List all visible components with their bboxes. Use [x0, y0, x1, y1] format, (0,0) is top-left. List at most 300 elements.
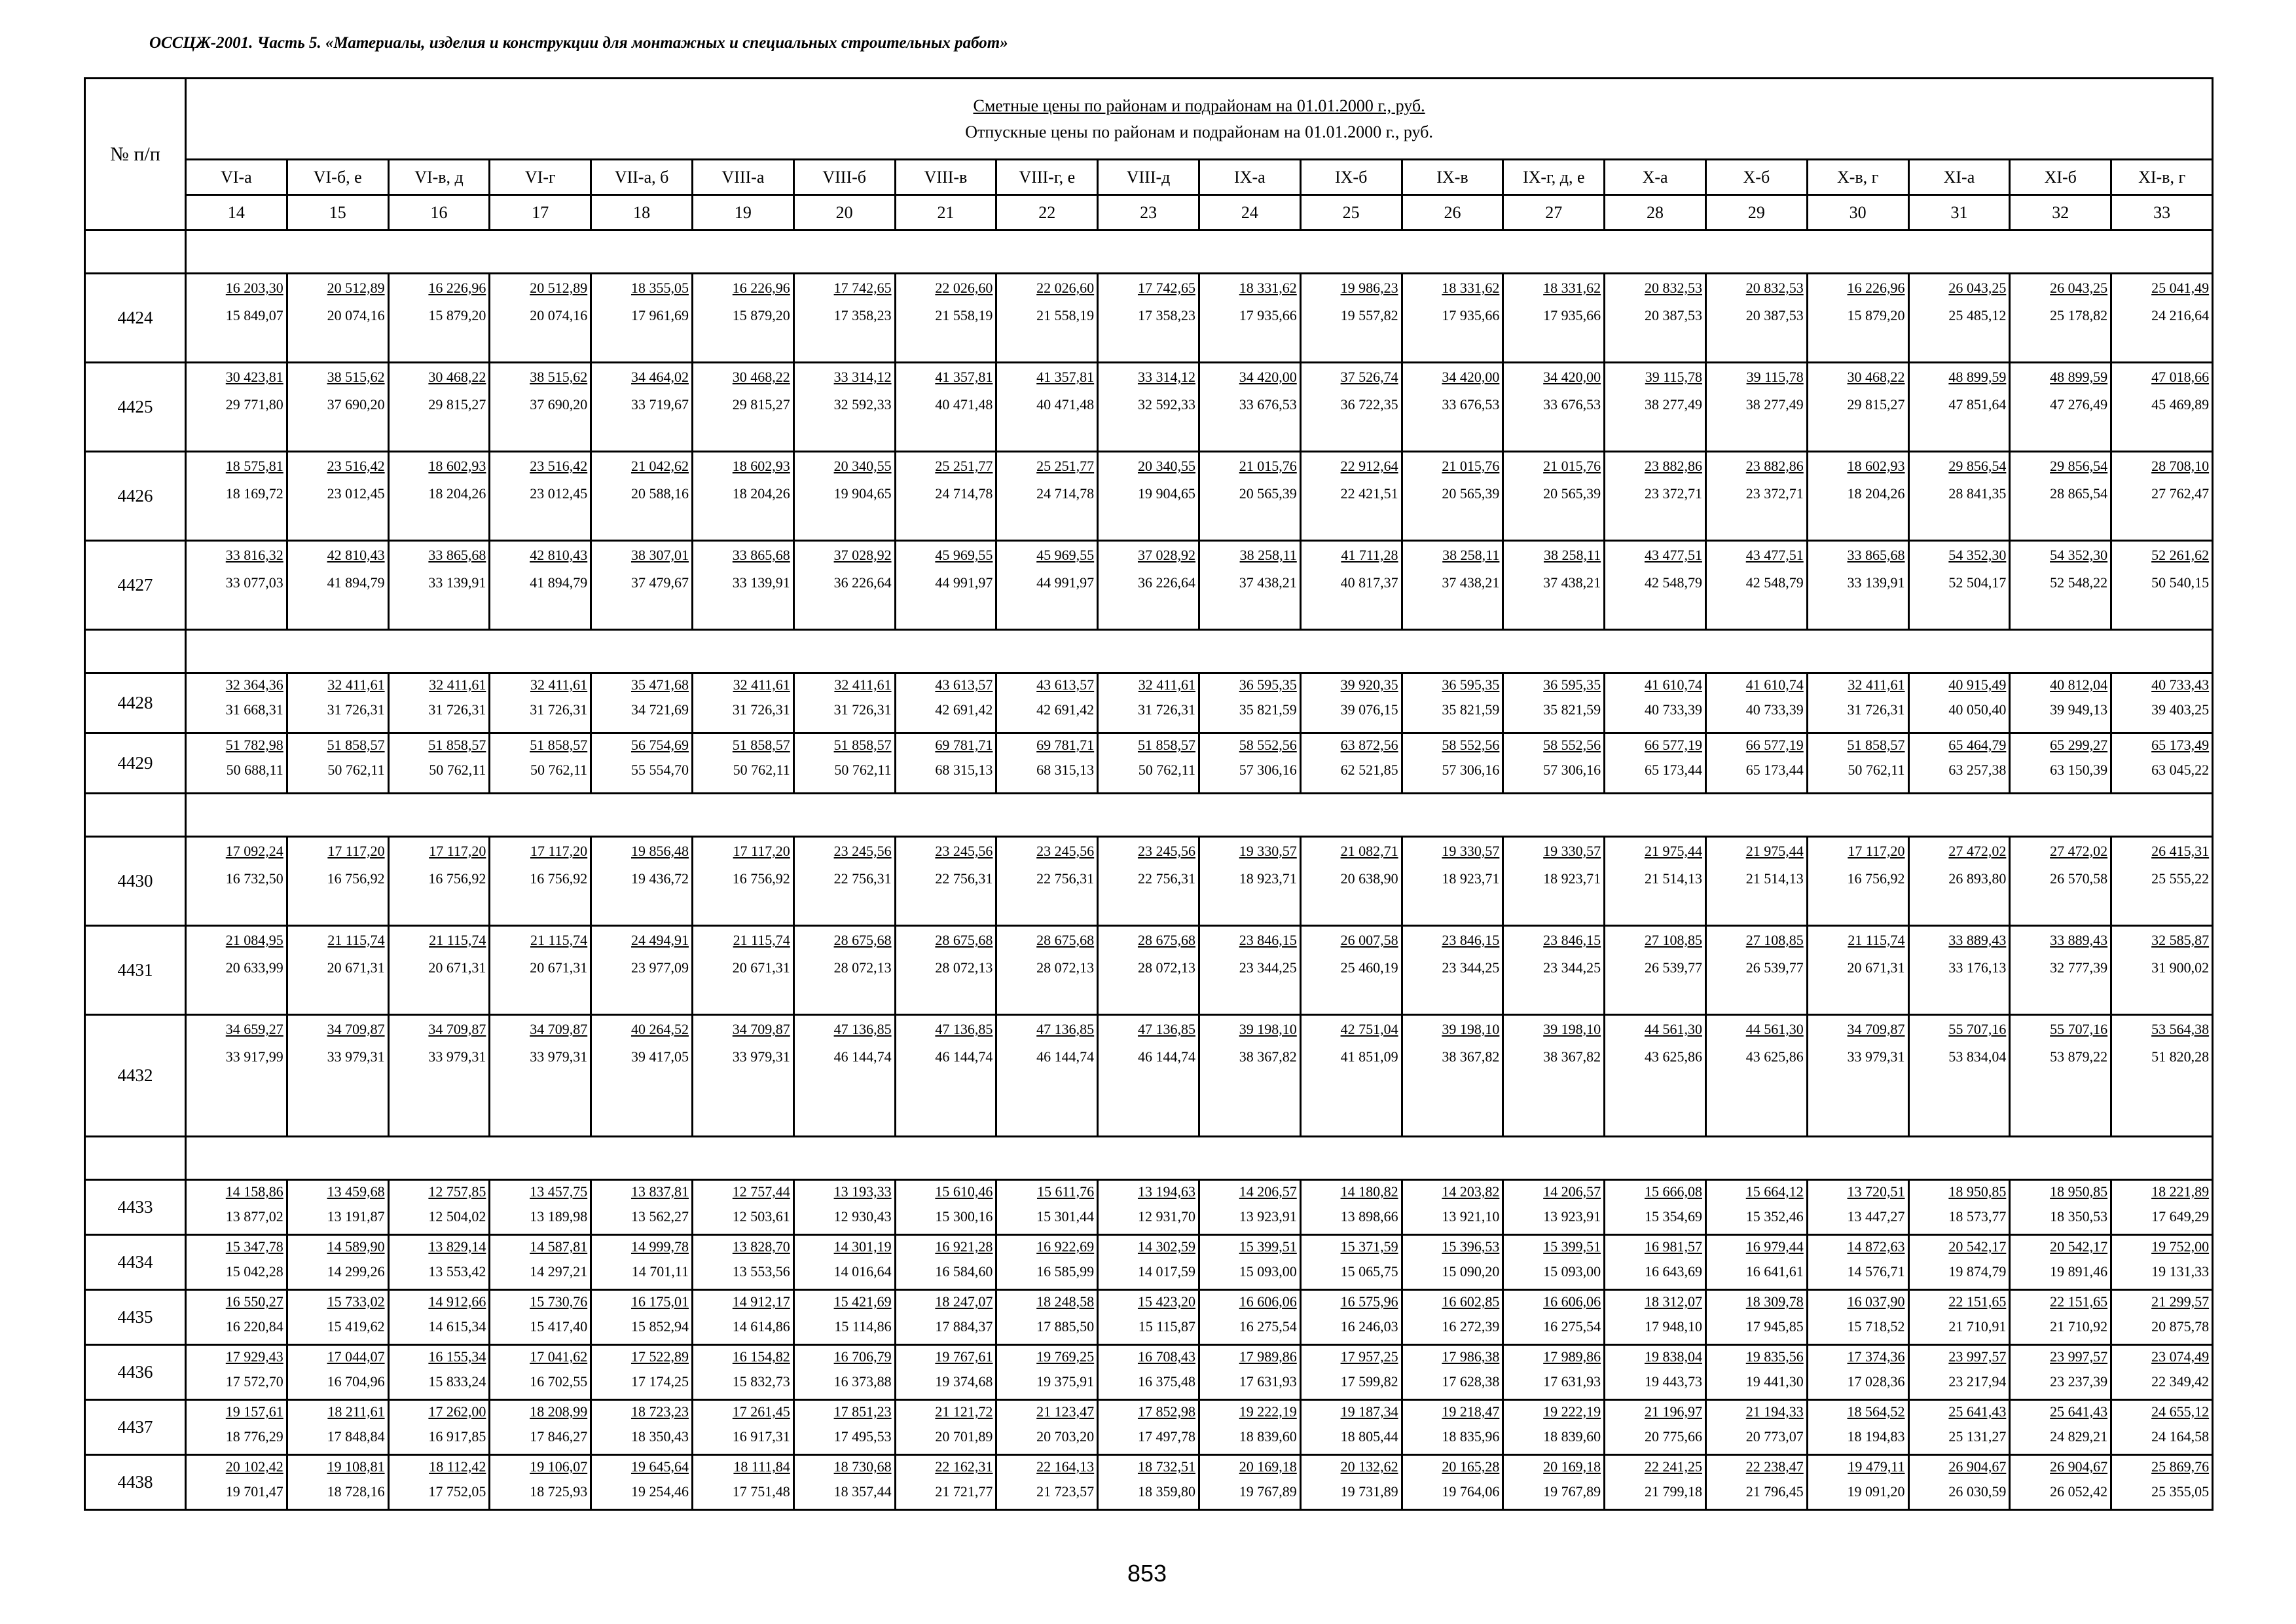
price-cell [996, 837, 1098, 926]
price-cell [1098, 1180, 1199, 1235]
release-price: 13 562,27 [630, 1208, 689, 1225]
estimated-price: 22 151,65 [1948, 1293, 2007, 1310]
estimated-price: 15 399,51 [1239, 1238, 1297, 1255]
estimated-price: 21 299,57 [2151, 1293, 2210, 1310]
release-price: 44 991,97 [935, 574, 993, 591]
release-price: 42 548,79 [1644, 574, 1702, 591]
release-price: 17 495,53 [833, 1428, 892, 1445]
release-price: 50 762,11 [1848, 762, 1905, 778]
price-cell [1199, 1345, 1300, 1400]
price-cell [1402, 363, 1503, 452]
estimated-price: 32 411,61 [733, 676, 790, 693]
release-price: 15 115,87 [1138, 1318, 1195, 1335]
release-price: 50 762,11 [327, 762, 385, 778]
estimated-price: 29 856,54 [1948, 458, 2007, 474]
row-number: 4430 [85, 837, 186, 926]
release-price: 20 074,16 [327, 307, 385, 323]
price-cell [895, 733, 996, 794]
estimated-price: 43 613,57 [1036, 676, 1095, 693]
price-cell [1098, 1455, 1199, 1510]
estimated-price: 16 155,34 [428, 1348, 486, 1365]
price-cell [591, 926, 693, 1015]
price-cell [1300, 926, 1402, 1015]
estimated-price: 18 331,62 [1543, 280, 1601, 296]
release-price: 35 821,59 [1543, 701, 1601, 718]
estimated-price: 51 858,57 [1137, 737, 1195, 753]
price-cell [2111, 452, 2213, 541]
price-cell [388, 274, 490, 363]
separator-cell [85, 794, 186, 837]
release-price: 33 139,91 [1847, 574, 1905, 591]
estimated-price: 20 542,17 [1948, 1238, 2007, 1255]
estimated-price: 15 371,59 [1340, 1238, 1398, 1255]
release-price: 47 276,49 [2050, 396, 2108, 413]
estimated-price: 16 575,96 [1340, 1293, 1398, 1310]
separator-cell [85, 630, 186, 673]
release-price: 36 722,35 [1340, 396, 1398, 413]
column-number: 30 [1807, 195, 1908, 231]
estimated-price: 51 858,57 [327, 737, 385, 753]
estimated-price: 13 193,33 [833, 1183, 892, 1200]
estimated-price: 33 889,43 [2050, 932, 2108, 948]
release-price: 23 012,45 [530, 485, 588, 502]
price-cell [996, 1180, 1098, 1235]
region-header: XI-в, г [2111, 160, 2213, 195]
release-price: 14 576,71 [1847, 1263, 1905, 1280]
release-price: 13 189,98 [530, 1208, 588, 1225]
region-header: XI-б [2010, 160, 2111, 195]
estimated-price: 40 812,04 [2050, 676, 2108, 693]
release-price: 19 874,79 [1948, 1263, 2007, 1280]
table-row [85, 1180, 2213, 1235]
estimated-price: 22 026,60 [935, 280, 993, 296]
price-cell [287, 541, 388, 630]
price-cell [895, 1345, 996, 1400]
release-price: 42 691,42 [935, 701, 993, 718]
price-cell [490, 452, 591, 541]
release-price: 57 306,16 [1442, 762, 1500, 778]
release-price: 19 375,91 [1036, 1373, 1095, 1390]
price-cell [388, 363, 490, 452]
price-cell [388, 926, 490, 1015]
price-cell [287, 1345, 388, 1400]
price-cell [895, 1015, 996, 1137]
release-price: 20 387,53 [1745, 307, 1804, 323]
estimated-price: 21 194,33 [1745, 1403, 1804, 1420]
price-cell [287, 274, 388, 363]
estimated-price: 28 708,10 [2151, 458, 2210, 474]
price-cell [1199, 452, 1300, 541]
release-price: 53 834,04 [1948, 1048, 2007, 1065]
price-cell [591, 274, 693, 363]
estimated-price: 20 512,89 [530, 280, 588, 296]
region-header: VII-а, б [591, 160, 693, 195]
price-cell [2010, 541, 2111, 630]
price-cell [490, 363, 591, 452]
price-cell [1807, 1180, 1908, 1235]
price-cell [186, 274, 287, 363]
estimated-price: 22 241,25 [1644, 1458, 1702, 1475]
estimated-price: 17 041,62 [530, 1348, 588, 1365]
release-price: 53 879,22 [2050, 1048, 2108, 1065]
release-price: 50 762,11 [834, 762, 892, 778]
price-cell [1300, 274, 1402, 363]
price-cell [591, 1400, 693, 1455]
estimated-price: 41 610,74 [1644, 676, 1702, 693]
release-price: 17 848,84 [327, 1428, 385, 1445]
release-price: 21 721,77 [935, 1483, 993, 1500]
estimated-price: 14 180,82 [1340, 1183, 1398, 1200]
title-otp: Отпускные цены по районам и подрайонам на 01.01.2000 г., руб. [965, 122, 1433, 141]
release-price: 19 436,72 [630, 870, 689, 887]
price-cell [692, 1455, 793, 1510]
estimated-price: 28 675,68 [833, 932, 892, 948]
column-number: 23 [1098, 195, 1199, 231]
price-cell [1098, 837, 1199, 926]
price-cell [1908, 837, 2010, 926]
estimated-price: 20 132,62 [1340, 1458, 1398, 1475]
estimated-price: 23 074,49 [2151, 1348, 2210, 1365]
release-price: 40 050,40 [1948, 701, 2007, 718]
release-price: 29 815,27 [732, 396, 790, 413]
price-cell [1503, 274, 1605, 363]
estimated-price: 17 117,20 [530, 843, 588, 859]
price-cell [1705, 1400, 1807, 1455]
price-cell [1908, 926, 2010, 1015]
price-cell [1908, 452, 2010, 541]
estimated-price: 42 810,43 [530, 547, 588, 563]
estimated-price: 69 781,71 [1036, 737, 1095, 753]
price-cell [996, 1400, 1098, 1455]
estimated-price: 18 309,78 [1745, 1293, 1804, 1310]
release-price: 12 931,70 [1137, 1208, 1195, 1225]
estimated-price: 58 552,56 [1442, 737, 1500, 753]
release-price: 22 756,31 [1036, 870, 1095, 887]
release-price: 18 805,44 [1340, 1428, 1398, 1445]
price-cell [996, 1345, 1098, 1400]
price-cell [186, 1235, 287, 1290]
price-cell [996, 1290, 1098, 1345]
estimated-price: 39 198,10 [1442, 1021, 1500, 1037]
estimated-price: 13 720,51 [1847, 1183, 1905, 1200]
price-cell [186, 673, 287, 733]
region-header: VIII-б [793, 160, 895, 195]
price-cell [895, 541, 996, 630]
price-cell [793, 1455, 895, 1510]
price-cell [2111, 837, 2213, 926]
release-price: 38 277,49 [1745, 396, 1804, 413]
estimated-price: 18 950,85 [2050, 1183, 2108, 1200]
column-number: 25 [1300, 195, 1402, 231]
estimated-price: 39 115,78 [1645, 369, 1702, 385]
estimated-price: 17 092,24 [225, 843, 283, 859]
estimated-price: 51 858,57 [428, 737, 486, 753]
release-price: 50 688,11 [226, 762, 283, 778]
release-price: 19 557,82 [1340, 307, 1398, 323]
estimated-price: 56 754,69 [630, 737, 689, 753]
estimated-price: 13 829,14 [428, 1238, 486, 1255]
region-header: XI-а [1908, 160, 2010, 195]
estimated-price: 21 115,74 [733, 932, 790, 948]
release-price: 17 631,93 [1239, 1373, 1297, 1390]
price-cell [1098, 926, 1199, 1015]
estimated-price: 18 247,07 [935, 1293, 993, 1310]
row-number: 4433 [85, 1180, 186, 1235]
table-row [85, 1455, 2213, 1510]
release-price: 20 701,89 [935, 1428, 993, 1445]
estimated-price: 58 552,56 [1543, 737, 1601, 753]
column-number: 22 [996, 195, 1098, 231]
release-price: 16 756,92 [1847, 870, 1905, 887]
price-cell [1605, 363, 1706, 452]
release-price: 17 884,37 [935, 1318, 993, 1335]
estimated-price: 16 706,79 [833, 1348, 892, 1365]
release-price: 29 815,27 [428, 396, 486, 413]
estimated-price: 17 957,25 [1340, 1348, 1398, 1365]
price-cell [1908, 1235, 2010, 1290]
price-cell [1705, 1235, 1807, 1290]
price-cell [490, 1015, 591, 1137]
price-cell [591, 1015, 693, 1137]
price-cell [490, 541, 591, 630]
estimated-price: 66 577,19 [1644, 737, 1702, 753]
price-cell [1705, 452, 1807, 541]
price-cell [287, 363, 388, 452]
estimated-price: 16 602,85 [1442, 1293, 1500, 1310]
estimated-price: 23 846,15 [1442, 932, 1500, 948]
release-price: 50 762,11 [429, 762, 486, 778]
estimated-price: 14 203,82 [1442, 1183, 1500, 1200]
table-row [85, 541, 2213, 630]
release-price: 14 701,11 [631, 1263, 689, 1280]
price-cell [1402, 452, 1503, 541]
release-price: 33 979,31 [530, 1048, 588, 1065]
price-cell [591, 541, 693, 630]
column-number: 31 [1908, 195, 2010, 231]
price-cell [591, 673, 693, 733]
estimated-price: 21 123,47 [1036, 1403, 1095, 1420]
release-price: 50 762,11 [733, 762, 790, 778]
price-cell [895, 1400, 996, 1455]
release-price: 17 945,85 [1745, 1318, 1804, 1335]
price-cell [793, 1235, 895, 1290]
release-price: 12 504,02 [428, 1208, 486, 1225]
table-row [85, 1345, 2213, 1400]
release-price: 15 301,44 [1036, 1208, 1095, 1225]
estimated-price: 51 858,57 [530, 737, 588, 753]
estimated-price: 15 423,20 [1137, 1293, 1195, 1310]
price-cell [490, 926, 591, 1015]
price-cell [388, 837, 490, 926]
price-cell [1807, 1400, 1908, 1455]
estimated-price: 34 420,00 [1442, 369, 1500, 385]
estimated-price: 21 015,76 [1543, 458, 1601, 474]
price-cell [793, 733, 895, 794]
estimated-price: 33 314,12 [1137, 369, 1195, 385]
estimated-price: 16 606,06 [1239, 1293, 1297, 1310]
price-cell [1807, 1235, 1908, 1290]
estimated-price: 23 997,57 [2050, 1348, 2108, 1365]
estimated-price: 16 606,06 [1543, 1293, 1601, 1310]
release-price: 16 641,61 [1745, 1263, 1804, 1280]
estimated-price: 37 028,92 [1137, 547, 1195, 563]
price-cell [1503, 837, 1605, 926]
price-cell [2010, 452, 2111, 541]
release-price: 15 093,00 [1543, 1263, 1601, 1280]
estimated-price: 13 837,81 [630, 1183, 689, 1200]
release-price: 37 438,21 [1442, 574, 1500, 591]
price-cell [490, 1400, 591, 1455]
estimated-price: 24 494,91 [630, 932, 689, 948]
release-price: 57 306,16 [1543, 762, 1601, 778]
release-price: 15 879,20 [732, 307, 790, 323]
price-cell [895, 926, 996, 1015]
estimated-price: 19 767,61 [935, 1348, 993, 1365]
estimated-price: 29 856,54 [2050, 458, 2108, 474]
price-cell [490, 837, 591, 926]
price-cell [1605, 1345, 1706, 1400]
release-price: 20 387,53 [1644, 307, 1702, 323]
release-price: 55 554,70 [630, 762, 689, 778]
release-price: 21 558,19 [935, 307, 993, 323]
estimated-price: 18 575,81 [225, 458, 283, 474]
release-price: 20 633,99 [225, 959, 283, 976]
estimated-price: 23 846,15 [1239, 932, 1297, 948]
price-cell [287, 673, 388, 733]
release-price: 14 614,86 [732, 1318, 790, 1335]
column-number: 28 [1605, 195, 1706, 231]
price-cell [2111, 1290, 2213, 1345]
release-price: 22 349,42 [2151, 1373, 2210, 1390]
estimated-price: 21 015,76 [1442, 458, 1500, 474]
release-price: 13 447,27 [1847, 1208, 1905, 1225]
price-cell [591, 837, 693, 926]
estimated-price: 21 975,44 [1745, 843, 1804, 859]
estimated-price: 15 399,51 [1543, 1238, 1601, 1255]
price-cell [692, 1235, 793, 1290]
separator-cell [186, 231, 2213, 274]
estimated-price: 48 899,59 [1948, 369, 2007, 385]
release-price: 18 204,26 [428, 485, 486, 502]
estimated-price: 33 865,68 [1847, 547, 1905, 563]
release-price: 51 820,28 [2151, 1048, 2210, 1065]
release-price: 19 441,30 [1745, 1373, 1804, 1390]
price-cell [692, 1180, 793, 1235]
price-cell [1807, 837, 1908, 926]
estimated-price: 34 709,87 [732, 1021, 790, 1037]
price-cell [1705, 1015, 1807, 1137]
estimated-price: 55 707,16 [2050, 1021, 2108, 1037]
release-price: 18 350,43 [630, 1428, 689, 1445]
estimated-price: 22 026,60 [1036, 280, 1095, 296]
estimated-price: 38 258,11 [1442, 547, 1500, 563]
estimated-price: 48 899,59 [2050, 369, 2108, 385]
price-cell [591, 1180, 693, 1235]
price-cell [1300, 1400, 1402, 1455]
release-price: 33 676,53 [1442, 396, 1500, 413]
estimated-price: 16 981,57 [1644, 1238, 1702, 1255]
separator-cell [85, 1137, 186, 1180]
estimated-price: 17 262,00 [428, 1403, 486, 1420]
estimated-price: 51 858,57 [732, 737, 790, 753]
release-price: 31 726,31 [428, 701, 486, 718]
region-header: X-а [1605, 160, 1706, 195]
release-price: 33 139,91 [428, 574, 486, 591]
row-number: 4428 [85, 673, 186, 733]
release-price: 15 833,24 [428, 1373, 486, 1390]
release-price: 50 762,11 [530, 762, 588, 778]
release-price: 13 923,91 [1239, 1208, 1297, 1225]
estimated-price: 19 330,57 [1543, 843, 1601, 859]
price-cell [1199, 673, 1300, 733]
price-cell [793, 673, 895, 733]
price-cell [1807, 452, 1908, 541]
release-price: 31 668,31 [225, 701, 283, 718]
release-price: 31 726,31 [833, 701, 892, 718]
release-price: 65 173,44 [1644, 762, 1702, 778]
section-separator-row [85, 794, 2213, 837]
price-cell [2010, 733, 2111, 794]
region-header: X-б [1705, 160, 1807, 195]
price-cell [996, 1235, 1098, 1290]
row-number: 4435 [85, 1290, 186, 1345]
estimated-price: 16 979,44 [1745, 1238, 1804, 1255]
estimated-price: 22 164,13 [1036, 1458, 1095, 1475]
estimated-price: 69 781,71 [935, 737, 993, 753]
price-cell [1098, 1015, 1199, 1137]
estimated-price: 15 730,76 [530, 1293, 588, 1310]
price-cell [793, 541, 895, 630]
price-cell [2010, 1290, 2111, 1345]
region-header: IX-а [1199, 160, 1300, 195]
estimated-price: 17 522,89 [630, 1348, 689, 1365]
release-price: 26 893,80 [1948, 870, 2007, 887]
estimated-price: 32 411,61 [834, 676, 892, 693]
price-cell [388, 1455, 490, 1510]
estimated-price: 34 709,87 [327, 1021, 385, 1037]
price-cell [1605, 452, 1706, 541]
release-price: 18 357,44 [833, 1483, 892, 1500]
release-price: 24 714,78 [935, 485, 993, 502]
column-number: 21 [895, 195, 996, 231]
price-cell [1402, 1235, 1503, 1290]
estimated-price: 32 364,36 [225, 676, 283, 693]
price-cell [1705, 1345, 1807, 1400]
price-cell [2111, 1235, 2213, 1290]
separator-cell [186, 794, 2213, 837]
price-cell [2111, 733, 2213, 794]
estimated-price: 17 261,45 [732, 1403, 790, 1420]
estimated-price: 17 742,65 [1137, 280, 1195, 296]
release-price: 16 917,85 [428, 1428, 486, 1445]
price-cell [1503, 1400, 1605, 1455]
price-cell [1199, 363, 1300, 452]
estimated-price: 20 169,18 [1543, 1458, 1601, 1475]
release-price: 35 821,59 [1442, 701, 1500, 718]
price-cell [2010, 1015, 2111, 1137]
price-cell [287, 452, 388, 541]
price-cell [1705, 274, 1807, 363]
release-price: 21 796,45 [1745, 1483, 1804, 1500]
release-price: 62 521,85 [1340, 762, 1398, 778]
estimated-price: 14 912,17 [732, 1293, 790, 1310]
release-price: 16 756,92 [732, 870, 790, 887]
estimated-price: 44 561,30 [1644, 1021, 1702, 1037]
estimated-price: 19 645,64 [630, 1458, 689, 1475]
release-price: 22 756,31 [833, 870, 892, 887]
row-number: 4436 [85, 1345, 186, 1400]
release-price: 19 254,46 [630, 1483, 689, 1500]
